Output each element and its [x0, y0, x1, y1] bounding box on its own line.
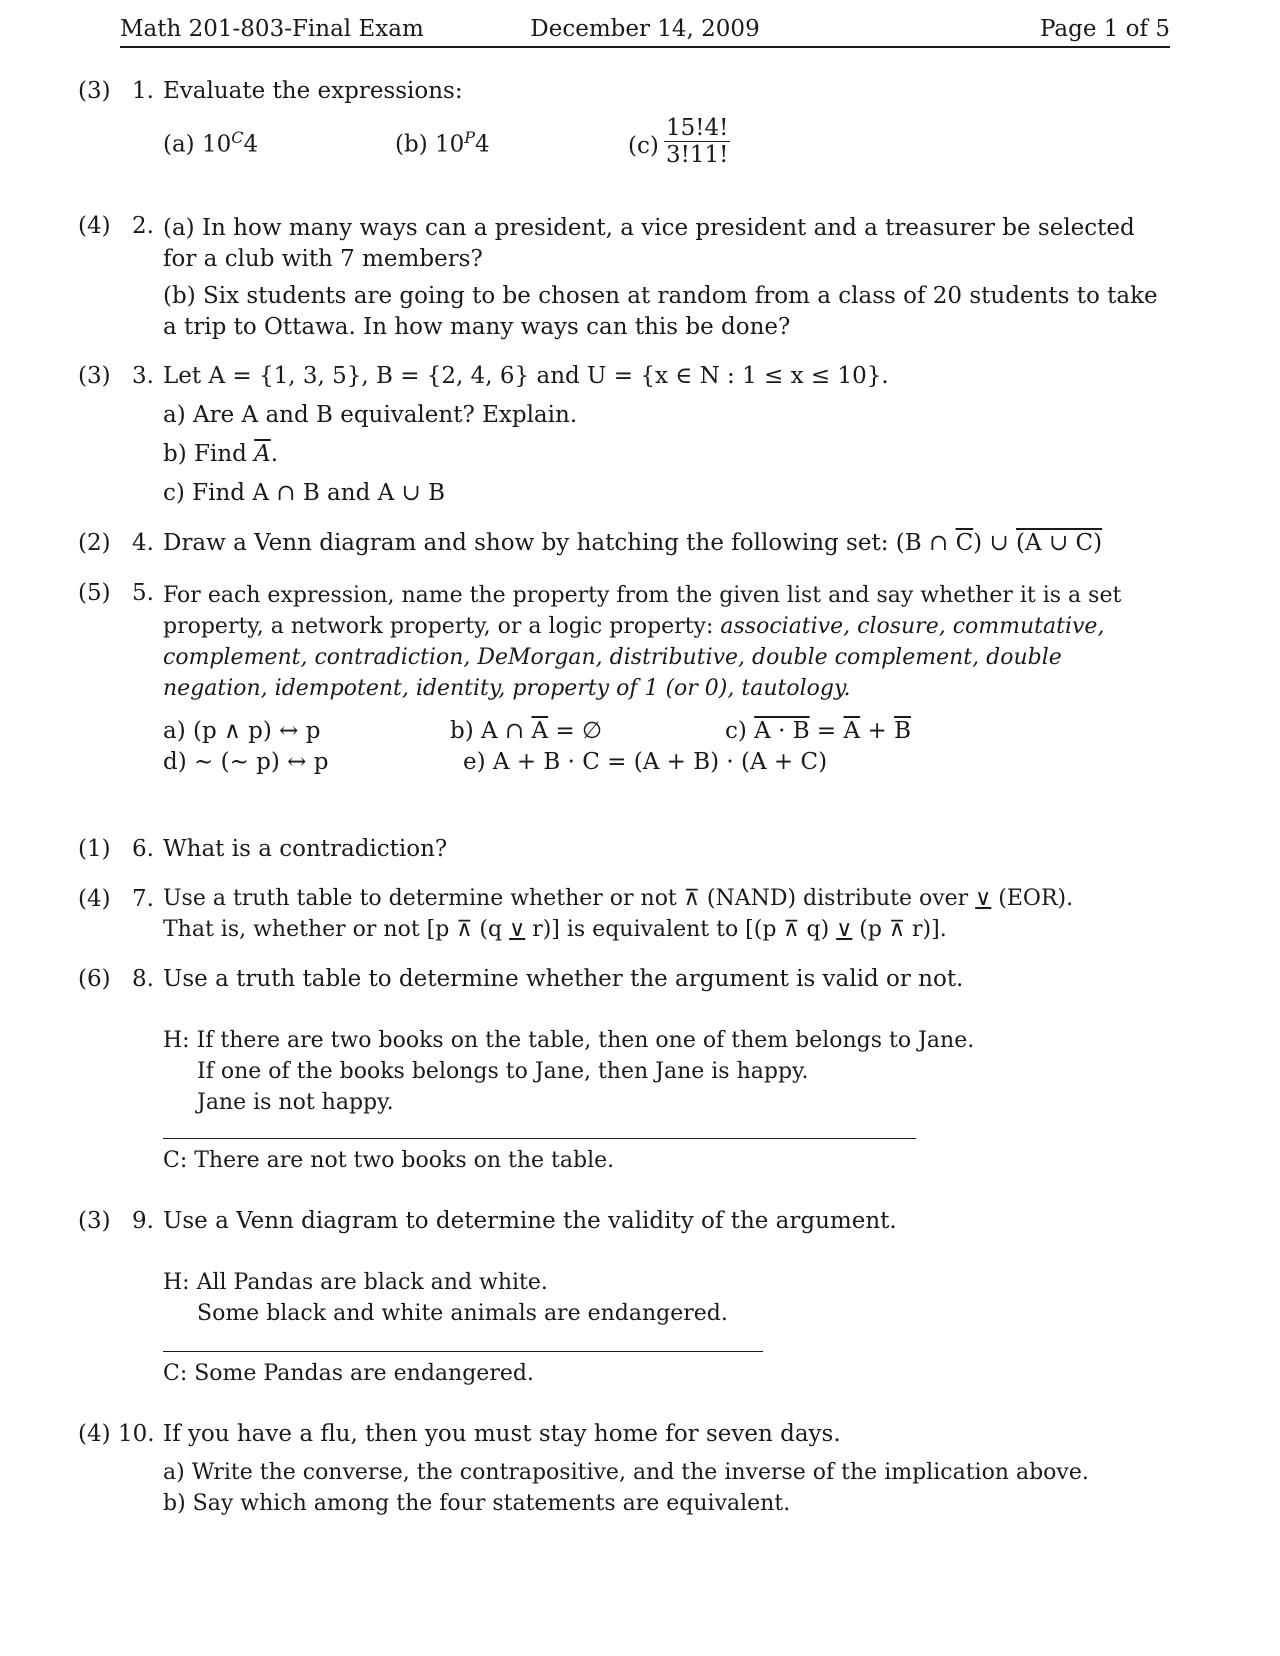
- part-b-text: b) Say which among the four statements are equivalent.: [163, 1491, 791, 1516]
- expression-a: a) (p ∧ p) ↔ p: [163, 718, 321, 744]
- hypothesis-1: H: All Pandas are black and white.: [163, 1270, 548, 1295]
- part-c-text: c) Find A ∩ B and A ∪ B: [163, 480, 446, 506]
- part-b-text: (b) Six students are going to be chosen at random from a class of 20 students to take a trip to Ottawa. In how many ways can this be done?: [163, 283, 1158, 340]
- question-number: 10.: [118, 1421, 155, 1447]
- part-a-text: a) Are A and B equivalent? Explain.: [163, 402, 578, 428]
- course-title: Math 201-803-Final Exam: [120, 16, 424, 42]
- part-a-expression: (a) $10^C4$: [163, 128, 259, 158]
- question-text: [163, 580, 1173, 704]
- question-number: 4.: [132, 530, 154, 556]
- question-number: 6.: [132, 836, 154, 862]
- points-label: (1): [78, 836, 111, 862]
- page-number: Page 1 of 5: [1039, 16, 1170, 42]
- argument-divider: [163, 1138, 916, 1139]
- page-header: [120, 12, 1170, 48]
- part-b-text: b) Find $\overline{A}$.: [163, 441, 279, 467]
- hypothesis-3: Jane is not happy.: [197, 1090, 394, 1115]
- question-text: If you have a flu, then you must stay home for seven days.: [163, 1421, 841, 1447]
- question-number: 3.: [132, 363, 154, 389]
- set-expression: (B ∩ $\overline{C}$) ∪ (A ∪ C): [895, 530, 1103, 556]
- question-text: Draw a Venn diagram and show by hatching the following set: (B ∩ $\overline{C}$) ∪ (A ∪ C): [163, 530, 1103, 556]
- points-label: (5): [78, 580, 111, 606]
- points-label: (2): [78, 530, 111, 556]
- question-number: 2.: [132, 213, 154, 239]
- question-intro: For each expression, name the property from the given list and say whether it is a set property, a network property, or a logic property:: [163, 583, 1122, 639]
- part-b-expression: (b) $10^P4$: [395, 128, 490, 158]
- hypothesis-2: If one of the books belongs to Jane, then Jane is happy.: [197, 1059, 809, 1084]
- points-label: (3): [78, 78, 111, 104]
- expression-e: e) A + B · C = (A + B) · (A + C): [463, 749, 828, 775]
- question-line-2: That is, whether or not [p ⊼ (q ∨ r)] is equivalent to [(p ⊼ q) ∨ (p ⊼ r)].: [163, 917, 947, 942]
- question-number: 5.: [132, 580, 154, 606]
- question-text: Use a Venn diagram to determine the validity of the argument.: [163, 1208, 897, 1234]
- question-text: Use a truth table to determine whether the argument is valid or not.: [163, 966, 964, 992]
- points-label: (4): [78, 886, 111, 912]
- points-label: (4): [78, 1421, 111, 1447]
- question-number: 7.: [132, 886, 154, 912]
- points-label: (4): [78, 213, 111, 239]
- conclusion: C: There are not two books on the table.: [163, 1148, 615, 1173]
- exam-date: December 14, 2009: [530, 16, 760, 42]
- expression-b: b) A ∩ $\overline{A}$ = ∅: [450, 718, 603, 744]
- argument-divider: [163, 1351, 763, 1352]
- question-number: 1.: [132, 78, 154, 104]
- points-label: (3): [78, 1208, 111, 1234]
- hypothesis-1: H: If there are two books on the table, then one of them belongs to Jane.: [163, 1028, 975, 1053]
- expression-c: c) $A \cdot B = \overline{A} + \overline{B}$: [725, 718, 911, 744]
- points-label: (3): [78, 363, 111, 389]
- fraction-denominator: 3!11!: [666, 142, 729, 168]
- question-text: What is a contradiction?: [163, 836, 448, 862]
- expression-d: d) ∼ (∼ p) ↔ p: [163, 749, 329, 775]
- question-stem: Let A = {1, 3, 5}, B = {2, 4, 6} and U = {x ∈ N : 1 ≤ x ≤ 10}.: [163, 363, 889, 389]
- fraction-numerator: 15!4!: [666, 115, 729, 141]
- conclusion: C: Some Pandas are endangered.: [163, 1361, 534, 1386]
- property-list: associative, closure, commutative, complement, contradiction, DeMorgan, distributive, double complement, double negation, idempotent, identity, property of 1 (or 0), tautology.: [163, 614, 1105, 701]
- part-c-label: (c): [628, 133, 659, 159]
- points-label: (6): [78, 966, 111, 992]
- question-number: 9.: [132, 1208, 154, 1234]
- part-c-fraction: [664, 115, 730, 168]
- question-line-1: Use a truth table to determine whether or not ⊼ (NAND) distribute over ∨ (EOR).: [163, 886, 1074, 911]
- part-a-text: a) Write the converse, the contrapositive, and the inverse of the implication above.: [163, 1460, 1089, 1485]
- question-prompt: Evaluate the expressions:: [163, 78, 463, 104]
- part-a-text: (a) In how many ways can a president, a vice president and a treasurer be selected for a club with 7 members?: [163, 215, 1135, 272]
- hypothesis-2: Some black and white animals are endangered.: [197, 1301, 728, 1326]
- question-number: 8.: [132, 966, 154, 992]
